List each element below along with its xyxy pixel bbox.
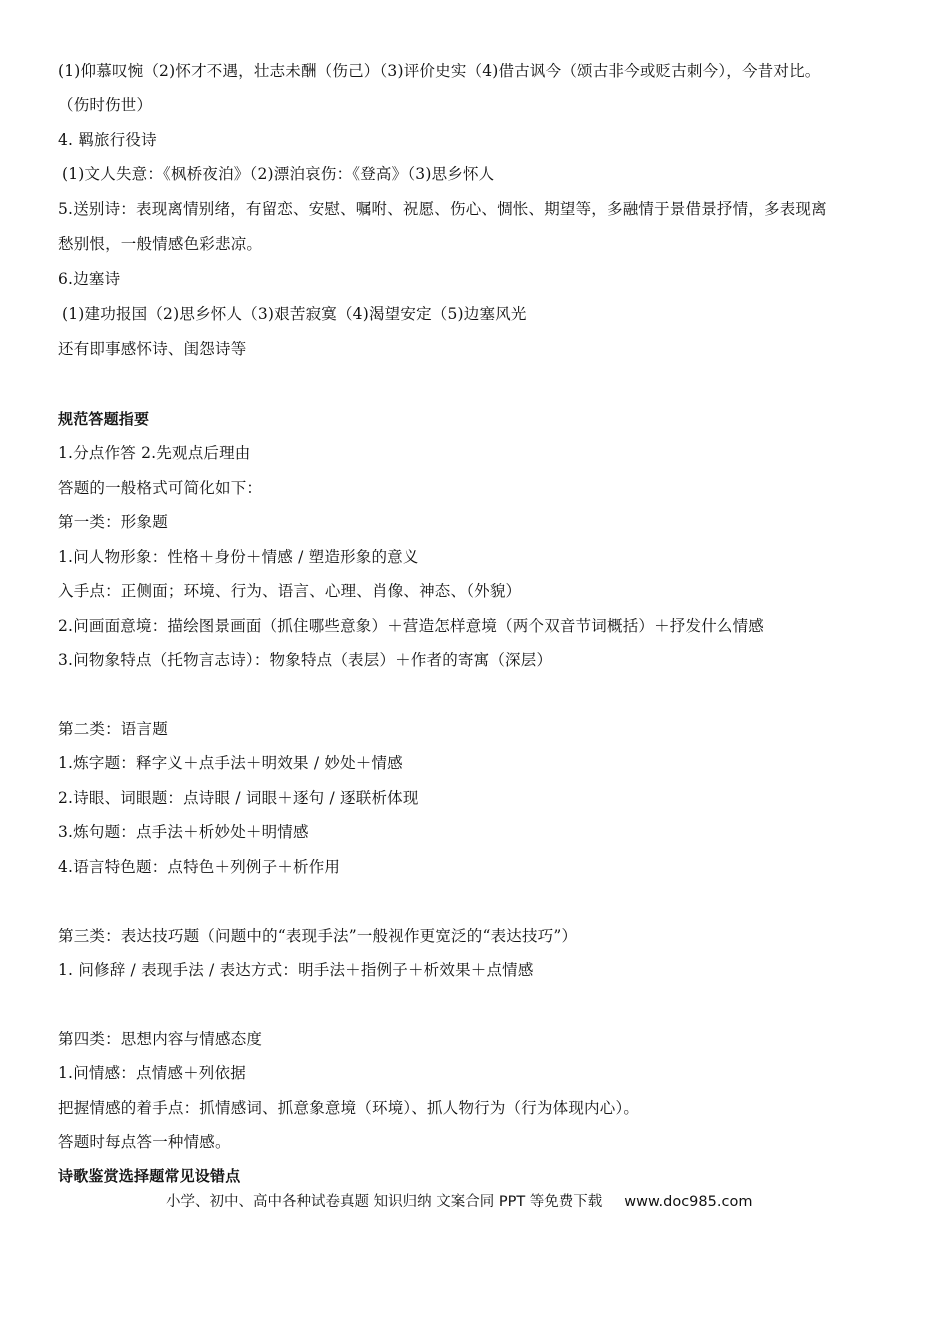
heading-language-questions: 第二类：语言题 — [58, 720, 168, 738]
text-line-frontier-poetry-items: (1)建功报国（2)思乡怀人（3)艰苦寂寞（4)渴望安定（5)边塞风光 — [62, 305, 527, 323]
text-line-one-emotion-per-point: 答题时每点答一种情感。 — [58, 1133, 231, 1151]
heading-travel-poetry: 4. 羁旅行役诗 — [58, 131, 157, 149]
section-heading-answer-guide: 规范答题指要 — [58, 410, 150, 428]
text-line-emotion-clues: 把握情感的着手点：抓情感词、抓意象意境（环境）、抓人物行为（行为体现内心）。 — [58, 1099, 640, 1117]
section-heading-choice-traps: 诗歌鉴赏选择题常见设错点 — [58, 1167, 241, 1185]
text-line-ancient-poetry-themes-cont: （伤时伤世） — [58, 96, 153, 114]
text-line-ancient-poetry-themes: (1)仰慕叹惋（2)怀才不遇，壮志未酬（伤己）（3)评价史实（4)借古讽今（颂古非今或贬古刺今），今昔对比。 — [58, 62, 821, 80]
page-footer — [166, 1192, 752, 1212]
text-line-entry-points: 入手点：正侧面；环境、行为、语言、心理、肖像、神态、（外貌） — [58, 582, 522, 600]
text-line-travel-poetry-items: (1)文人失意：《枫桥夜泊》（2)漂泊哀伤：《登高》（3)思乡怀人 — [62, 165, 495, 183]
text-line-farewell-poetry-cont: 愁别恨，一般情感色彩悲凉。 — [58, 235, 263, 253]
heading-frontier-poetry: 6.边塞诗 — [58, 270, 121, 288]
heading-technique-questions: 第三类：表达技巧题（问题中的“表现手法”一般视作更宽泛的“表达技巧”） — [58, 927, 578, 945]
footer-text: 小学、初中、高中各种试卷真题 知识归纳 文案合同 PPT 等免费下载 — [166, 1194, 603, 1210]
text-line-emotion-question: 1.问情感：点情感＋列依据 — [58, 1064, 246, 1082]
text-line-other-poetry: 还有即事感怀诗、闺怨诗等 — [58, 340, 247, 358]
text-line-answer-format: 答题的一般格式可简化如下： — [58, 479, 263, 497]
text-line-word-refining: 1.炼字题：释字义＋点手法＋明效果 / 妙处＋情感 — [58, 754, 403, 772]
text-line-language-features: 4.语言特色题：点特色＋列例子＋析作用 — [58, 858, 341, 876]
text-line-object-features: 3.问物象特点（托物言志诗）：物象特点（表层）＋作者的寄寓（深层） — [58, 651, 553, 669]
text-line-rhetoric: 1. 问修辞 / 表现手法 / 表达方式：明手法＋指例子＋析效果＋点情感 — [58, 961, 534, 979]
footer-url: www.doc985.com — [624, 1194, 753, 1210]
heading-image-questions: 第一类：形象题 — [58, 513, 168, 531]
text-line-scene-mood: 2.问画面意境：描绘图景画面（抓住哪些意象）＋营造怎样意境（两个双音节词概括）＋抒发什么情感 — [58, 617, 764, 635]
text-line-answer-points: 1.分点作答 2.先观点后理由 — [58, 444, 251, 462]
text-line-farewell-poetry: 5.送别诗：表现离情别绪，有留恋、安慰、嘱咐、祝愿、伤心、惆怅、期望等，多融情于景借景抒情，多表现离 — [58, 200, 827, 218]
text-line-character-image: 1.问人物形象：性格＋身份＋情感 / 塑造形象的意义 — [58, 548, 419, 566]
heading-content-emotion: 第四类：思想内容与情感态度 — [58, 1030, 263, 1048]
text-line-sentence-refining: 3.炼句题：点手法＋析妙处＋明情感 — [58, 823, 309, 841]
text-line-poem-eye: 2.诗眼、词眼题：点诗眼 / 词眼＋逐句 / 逐联析体现 — [58, 789, 419, 807]
